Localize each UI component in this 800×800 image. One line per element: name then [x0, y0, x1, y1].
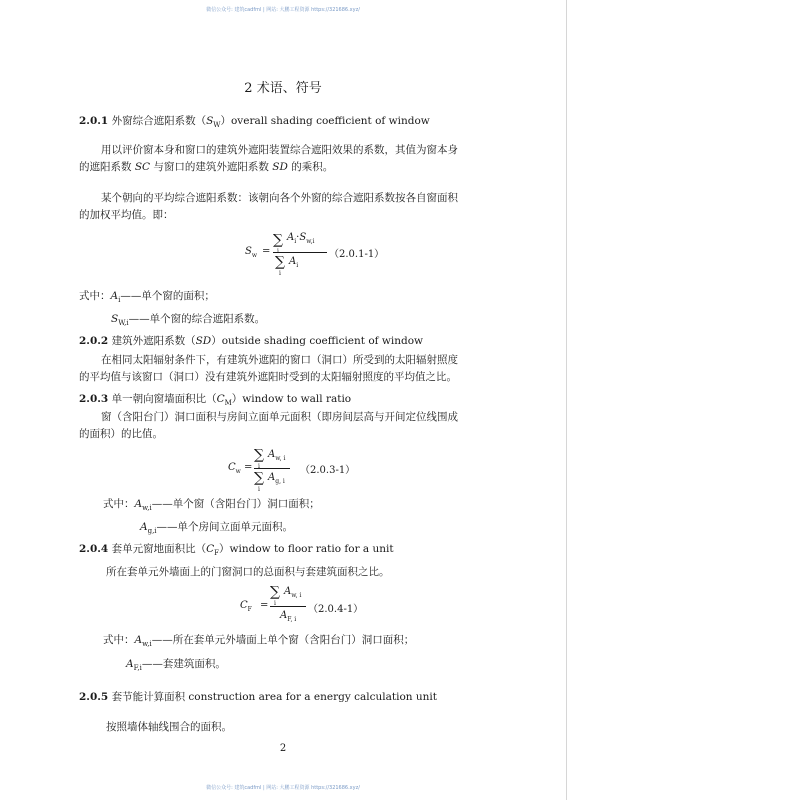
definition: ——套建筑面积。 [141, 658, 226, 670]
where-label: 式中： [103, 634, 135, 646]
num-a-sub: w, i [291, 592, 302, 599]
term-cn: 外窗综合遮阳系数（ [111, 115, 207, 127]
symbol: A [134, 634, 143, 646]
symbol: A [126, 658, 134, 670]
sigma-numerator: ∑ [273, 232, 283, 248]
lhs-sub: w [235, 468, 241, 475]
section-title: 2 术语、符号 [244, 81, 322, 96]
sigma-index-numerator: i [258, 463, 260, 470]
den-a-sub: g, i [275, 478, 285, 485]
term-symbol: S [206, 115, 214, 127]
symbol-sub: w,i [142, 640, 152, 649]
clause-2-0-1-para1-line2 [79, 160, 333, 174]
clause-2-0-3-where2 [140, 520, 293, 538]
equation-number: （2.0.3-1） [300, 465, 356, 476]
definition: ——单个窗的综合遮阳系数。 [128, 313, 266, 325]
clause-2-0-1-para2-line1: 某个朝向的平均综合遮阳系数：该朝向各个外窗的综合遮阳系数按各自窗面积 [101, 192, 458, 204]
symbol: A [140, 521, 148, 533]
sigma-numerator: ∑ [270, 584, 280, 600]
watermark-top: 微信公众号: 建筑cadfml | 网站: 大鹏工程资源 https://321686.xyz/ [206, 7, 360, 13]
term-en: ）window to floor ratio for a unit [218, 543, 394, 555]
term-cn: 套单元窗地面积比（ [111, 543, 207, 555]
clause-number: 2.0.3 [79, 393, 109, 405]
sigma-denominator: ∑ [254, 470, 264, 486]
sigma-numerator: ∑ [254, 447, 264, 463]
sigma-index-denominator: i [258, 486, 260, 493]
sigma-index-denominator: i [279, 270, 281, 277]
num-a: A [284, 586, 292, 597]
clause-2-0-4-para: 所在套单元外墙面上的门窗洞口的总面积与套建筑面积之比。 [106, 566, 390, 578]
term-en: ）window to wall ratio [231, 393, 352, 405]
watermark-bottom: 微信公众号: 建筑cadfml | 网站: 大鹏工程资源 https://321686.xyz/ [206, 785, 360, 791]
term-en: ）outside shading coefficient of window [211, 335, 424, 347]
fraction-bar [254, 468, 290, 469]
num-s: S [299, 232, 307, 243]
where-label: 式中： [79, 290, 111, 302]
symbol-sub: g,i [147, 527, 157, 536]
formula-2-0-1-1 [245, 228, 385, 282]
clause-2-0-4-where2 [126, 657, 226, 675]
definition: ——单个窗的面积； [120, 290, 215, 302]
clause-number: 2.0.2 [79, 335, 109, 347]
where-label: 式中： [103, 498, 135, 510]
lhs-sub: F [247, 606, 252, 613]
clause-2-0-4-heading [79, 542, 394, 560]
denominator [289, 256, 298, 269]
fraction-bar [270, 606, 306, 607]
equation-number: （2.0.4-1） [308, 604, 364, 615]
clause-2-0-2-para-line1: 在相同太阳辐射条件下，有建筑外遮阳的窗口（洞口）所受到的太阳辐射照度 [101, 354, 458, 366]
sigma-index-numerator: i [277, 248, 279, 255]
text: 的乘积。 [287, 161, 334, 173]
clause-number: 2.0.4 [79, 543, 109, 555]
equation-number: （2.0.1-1） [329, 249, 385, 260]
num-a: A [287, 232, 295, 243]
clause-2-0-2-heading [79, 334, 423, 348]
equals-sign: = [262, 246, 271, 257]
symbol: A [134, 498, 143, 510]
symbol-sub: F,i [133, 664, 142, 673]
clause-2-0-1-where2 [111, 312, 265, 330]
lhs-sub: w [251, 252, 257, 259]
num-a-sub: i [294, 238, 297, 245]
term-cn: 单一朝向窗墙面积比（ [111, 393, 217, 405]
clause-2-0-3-para-line1: 窗（含阳台门）洞口面积与房间立面单元面积（即房间层高与开间定位线围成 [101, 411, 458, 423]
numerator [287, 232, 314, 245]
symbol: A [110, 290, 119, 302]
equals-sign: = [260, 600, 269, 611]
symbol-sub: w,i [142, 504, 152, 513]
num-a-sub: w, i [275, 455, 286, 462]
term: 套节能计算面积 construction area for a energy calculation unit [111, 691, 437, 703]
term-symbol-sub: F [214, 549, 219, 558]
clause-2-0-3-heading [79, 392, 351, 410]
text: 与窗口的建筑外遮阳系数 [150, 161, 273, 173]
text: 的遮阳系数 [79, 161, 135, 173]
sigma-index-numerator: i [274, 600, 276, 607]
clause-2-0-5-heading [79, 690, 437, 704]
symbol-sd: SD [272, 161, 288, 173]
lhs-symbol: S [245, 246, 252, 257]
den-a-sub: F, i [287, 616, 297, 623]
definition: ——所在套单元外墙面上单个窗（含阳台门）洞口面积； [151, 634, 415, 646]
term-symbol: C [216, 393, 225, 405]
formula-lhs [245, 246, 257, 259]
symbol: S [111, 313, 119, 325]
equals-sign: = [244, 462, 253, 473]
symbol-sub: W,i [118, 319, 129, 328]
formula-lhs [228, 462, 241, 475]
page-number: 2 [279, 743, 287, 754]
clause-2-0-3-para-line2: 的面积）的比值。 [79, 428, 163, 440]
clause-2-0-1-where1 [79, 289, 215, 307]
term-symbol: SD [195, 335, 212, 347]
clause-2-0-1-heading [79, 114, 430, 132]
viewer-background [566, 0, 800, 800]
clause-number: 2.0.5 [79, 691, 109, 703]
formula-lhs [240, 600, 252, 613]
clause-2-0-1-para1-line1: 用以评价窗本身和窗口的建筑外遮阳装置综合遮阳效果的系数，其值为窗本身 [101, 144, 458, 156]
lhs-symbol: C [240, 600, 248, 611]
lhs-symbol: C [228, 462, 236, 473]
den-a: A [280, 610, 288, 621]
definition: ——单个房间立面单元面积。 [156, 521, 294, 533]
symbol-sub: i [118, 296, 121, 305]
term-symbol: C [206, 543, 215, 555]
clause-number: 2.0.1 [79, 115, 109, 127]
den-a: A [268, 472, 276, 483]
symbol-sc: SC [134, 161, 151, 173]
num-s-sub: w,i [306, 238, 315, 245]
clause-2-0-4-where1 [103, 633, 414, 651]
term-en: ）overall shading coefficient of window [220, 115, 430, 127]
numerator [268, 449, 285, 462]
clause-2-0-3-where1 [103, 497, 320, 515]
num-a: A [268, 449, 276, 460]
dot: · [296, 232, 300, 243]
denominator [280, 610, 296, 623]
term-symbol-sub: W [213, 121, 221, 130]
fraction-bar [273, 252, 327, 253]
denominator [268, 472, 285, 485]
clause-2-0-2-para-line2: 的平均值与该窗口（洞口）没有建筑外遮阳时受到的太阳辐射照度的平均值之比。 [79, 371, 457, 383]
den-a-sub: i [296, 262, 299, 269]
definition: ——单个窗（含阳台门）洞口面积； [151, 498, 320, 510]
term-cn: 建筑外遮阳系数（ [111, 335, 196, 347]
term-symbol-sub: M [224, 399, 232, 408]
clause-2-0-5-para: 按照墙体轴线围合的面积。 [106, 721, 232, 733]
numerator [284, 586, 301, 599]
formula-2-0-4-1 [240, 582, 380, 630]
sigma-denominator: ∑ [275, 254, 285, 270]
clause-2-0-1-para2-line2: 的加权平均值。即： [79, 209, 174, 221]
formula-2-0-3-1 [228, 445, 368, 497]
den-a: A [289, 256, 297, 267]
